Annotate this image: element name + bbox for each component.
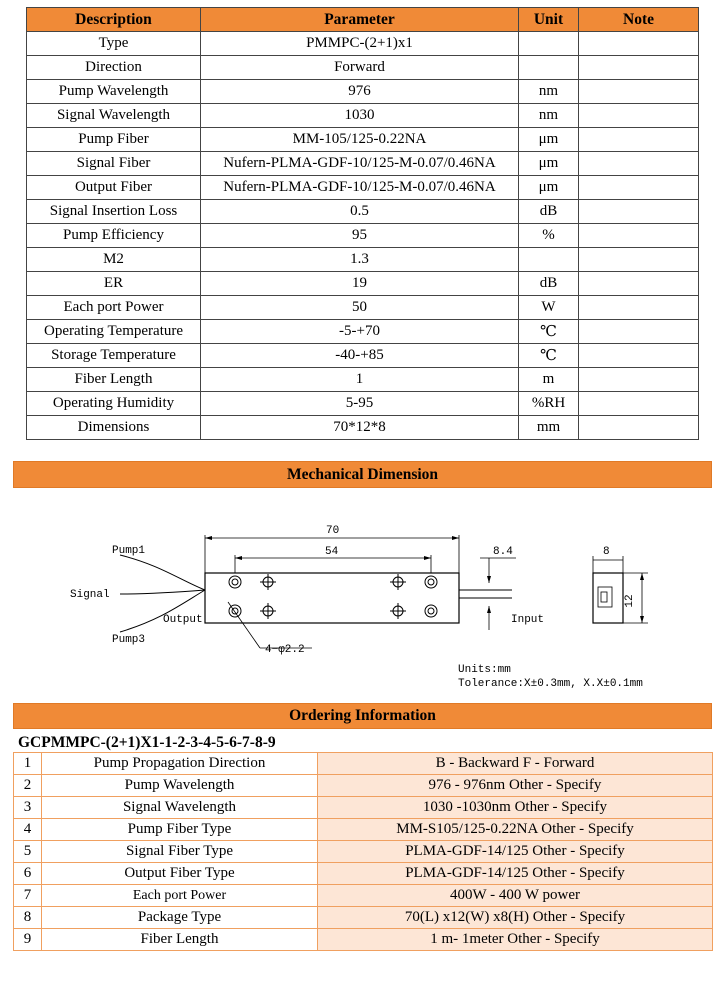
table-row: [27, 272, 699, 296]
spec-note-cell: [579, 272, 699, 296]
spec-parameter-cell: 1.3: [201, 248, 519, 272]
mechanical-dimension-header: Mechanical Dimension: [13, 461, 712, 488]
spec-unit-cell: ℃: [519, 344, 579, 368]
spec-description-cell: Signal Insertion Loss: [27, 200, 201, 224]
table-row: [27, 104, 699, 128]
spec-unit-cell: m: [519, 368, 579, 392]
spec-parameter-cell: Nufern-PLMA-GDF-10/125-M-0.07/0.46NA: [201, 152, 519, 176]
table-row: [27, 128, 699, 152]
ordering-options-cell: PLMA-GDF-14/125 Other - Specify: [318, 841, 713, 863]
spec-unit-cell: μm: [519, 152, 579, 176]
spec-unit-cell: [519, 248, 579, 272]
table-row: [14, 775, 713, 797]
table-row: [14, 819, 713, 841]
spec-note-cell: [579, 128, 699, 152]
table-row: [14, 929, 713, 951]
spec-unit-cell: μm: [519, 176, 579, 200]
spec-header-row: [27, 8, 699, 32]
spec-description-cell: M2: [27, 248, 201, 272]
dimension-8-4: 8.4: [493, 546, 513, 558]
spec-note-cell: [579, 392, 699, 416]
spec-parameter-cell: -40-+85: [201, 344, 519, 368]
spec-unit-cell: mm: [519, 416, 579, 440]
spec-unit-cell: ℃: [519, 320, 579, 344]
table-row: [27, 176, 699, 200]
ordering-field-cell: Pump Wavelength: [42, 775, 318, 797]
spec-description-cell: Fiber Length: [27, 368, 201, 392]
spec-parameter-cell: MM-105/125-0.22NA: [201, 128, 519, 152]
spec-description-cell: Signal Fiber: [27, 152, 201, 176]
spec-parameter-cell: 976: [201, 80, 519, 104]
ordering-code: GCPMMPC-(2+1)X1-1-2-3-4-5-6-7-8-9: [18, 734, 276, 751]
mounting-holes: [229, 574, 437, 619]
spec-note-cell: [579, 176, 699, 200]
dimension-12: 12: [624, 594, 636, 608]
spec-unit-cell: [519, 32, 579, 56]
label-signal: Signal: [70, 589, 110, 601]
spec-unit-cell: nm: [519, 104, 579, 128]
table-row: [14, 797, 713, 819]
hole-callout: 4−φ2.2: [265, 644, 305, 656]
ordering-index-cell: 6: [14, 863, 42, 885]
spec-description-cell: Direction: [27, 56, 201, 80]
ordering-index-cell: 3: [14, 797, 42, 819]
ordering-index-cell: 5: [14, 841, 42, 863]
spec-parameter-cell: 0.5: [201, 200, 519, 224]
spec-description-cell: Operating Temperature: [27, 320, 201, 344]
spec-description-cell: Storage Temperature: [27, 344, 201, 368]
ordering-field-cell: Pump Propagation Direction: [42, 753, 318, 775]
ordering-index-cell: 4: [14, 819, 42, 841]
ordering-options-cell: 1 m- 1meter Other - Specify: [318, 929, 713, 951]
table-row: [27, 200, 699, 224]
table-row: [27, 32, 699, 56]
tolerance-note: Tolerance:X±0.3mm, X.X±0.1mm: [458, 678, 643, 690]
ordering-index-cell: 8: [14, 907, 42, 929]
label-pump1: Pump1: [112, 545, 146, 557]
spec-note-cell: [579, 320, 699, 344]
spec-note-cell: [579, 344, 699, 368]
spec-note-cell: [579, 152, 699, 176]
ordering-field-cell: Package Type: [42, 907, 318, 929]
spec-description-cell: Output Fiber: [27, 176, 201, 200]
table-row: [27, 56, 699, 80]
spec-table-body: [27, 32, 699, 440]
ordering-index-cell: 2: [14, 775, 42, 797]
spec-header-unit: Unit: [519, 8, 579, 32]
ordering-options-cell: PLMA-GDF-14/125 Other - Specify: [318, 863, 713, 885]
ordering-options-cell: 976 - 976nm Other - Specify: [318, 775, 713, 797]
spec-header-description: Description: [27, 8, 201, 32]
ordering-field-cell: Pump Fiber Type: [42, 819, 318, 841]
spec-parameter-cell: 5-95: [201, 392, 519, 416]
spec-note-cell: [579, 80, 699, 104]
spec-parameter-cell: 19: [201, 272, 519, 296]
dimension-8: 8: [603, 546, 610, 558]
spec-parameter-cell: 70*12*8: [201, 416, 519, 440]
spec-unit-cell: %: [519, 224, 579, 248]
ordering-options-cell: 70(L) x12(W) x8(H) Other - Specify: [318, 907, 713, 929]
ordering-options-cell: 1030 -1030nm Other - Specify: [318, 797, 713, 819]
spec-description-cell: Dimensions: [27, 416, 201, 440]
spec-note-cell: [579, 248, 699, 272]
spec-parameter-cell: 1030: [201, 104, 519, 128]
spec-note-cell: [579, 104, 699, 128]
table-row: [27, 224, 699, 248]
table-row: [27, 296, 699, 320]
table-row: [14, 863, 713, 885]
ordering-options-cell: 400W - 400 W power: [318, 885, 713, 907]
spec-description-cell: ER: [27, 272, 201, 296]
spec-note-cell: [579, 296, 699, 320]
package-body: [205, 573, 459, 623]
spec-table: [26, 7, 699, 440]
spec-description-cell: Pump Wavelength: [27, 80, 201, 104]
ordering-field-cell: Signal Wavelength: [42, 797, 318, 819]
side-view: [593, 573, 623, 623]
table-row: [14, 841, 713, 863]
table-row: [14, 753, 713, 775]
table-row: [14, 907, 713, 929]
units-note: Units:mm: [458, 664, 511, 676]
ordering-index-cell: 1: [14, 753, 42, 775]
spec-note-cell: [579, 224, 699, 248]
ordering-options-cell: MM-S105/125-0.22NA Other - Specify: [318, 819, 713, 841]
spec-parameter-cell: 1: [201, 368, 519, 392]
mechanical-drawing: [0, 505, 728, 695]
spec-note-cell: [579, 32, 699, 56]
spec-description-cell: Operating Humidity: [27, 392, 201, 416]
ordering-table-body: [14, 753, 713, 951]
spec-description-cell: Each port Power: [27, 296, 201, 320]
spec-note-cell: [579, 416, 699, 440]
spec-unit-cell: dB: [519, 272, 579, 296]
ordering-index-cell: 7: [14, 885, 42, 907]
spec-note-cell: [579, 56, 699, 80]
table-row: [27, 344, 699, 368]
spec-parameter-cell: 50: [201, 296, 519, 320]
spec-unit-cell: nm: [519, 80, 579, 104]
spec-unit-cell: %RH: [519, 392, 579, 416]
ordering-field-cell: Fiber Length: [42, 929, 318, 951]
spec-parameter-cell: Nufern-PLMA-GDF-10/125-M-0.07/0.46NA: [201, 176, 519, 200]
table-row: [27, 248, 699, 272]
spec-parameter-cell: 95: [201, 224, 519, 248]
spec-description-cell: Pump Fiber: [27, 128, 201, 152]
signal-fiber: [120, 590, 205, 594]
spec-unit-cell: dB: [519, 200, 579, 224]
spec-parameter-cell: -5-+70: [201, 320, 519, 344]
ordering-information-header: Ordering Information: [13, 703, 712, 729]
pump1-fiber: [120, 555, 205, 590]
table-row: [27, 320, 699, 344]
ordering-field-cell: Signal Fiber Type: [42, 841, 318, 863]
dimension-70: 70: [326, 525, 340, 537]
spec-unit-cell: μm: [519, 128, 579, 152]
ordering-table: [13, 752, 713, 951]
spec-description-cell: Type: [27, 32, 201, 56]
table-row: [27, 368, 699, 392]
table-row: [27, 416, 699, 440]
table-row: [27, 152, 699, 176]
spec-description-cell: Pump Efficiency: [27, 224, 201, 248]
table-row: [27, 392, 699, 416]
spec-parameter-cell: PMMPC-(2+1)x1: [201, 32, 519, 56]
ordering-field-cell: Each port Power: [42, 885, 318, 907]
spec-header-parameter: Parameter: [201, 8, 519, 32]
spec-unit-cell: [519, 56, 579, 80]
label-pump3: Pump3: [112, 634, 146, 646]
dimension-54: 54: [325, 546, 339, 558]
spec-note-cell: [579, 368, 699, 392]
ordering-index-cell: 9: [14, 929, 42, 951]
table-row: [14, 885, 713, 907]
table-row: [27, 80, 699, 104]
label-input: Input: [511, 614, 545, 626]
spec-unit-cell: W: [519, 296, 579, 320]
spec-parameter-cell: Forward: [201, 56, 519, 80]
spec-note-cell: [579, 200, 699, 224]
ordering-options-cell: B - Backward F - Forward: [318, 753, 713, 775]
spec-description-cell: Signal Wavelength: [27, 104, 201, 128]
label-output: Output: [163, 614, 203, 626]
ordering-field-cell: Output Fiber Type: [42, 863, 318, 885]
spec-header-note: Note: [579, 8, 699, 32]
